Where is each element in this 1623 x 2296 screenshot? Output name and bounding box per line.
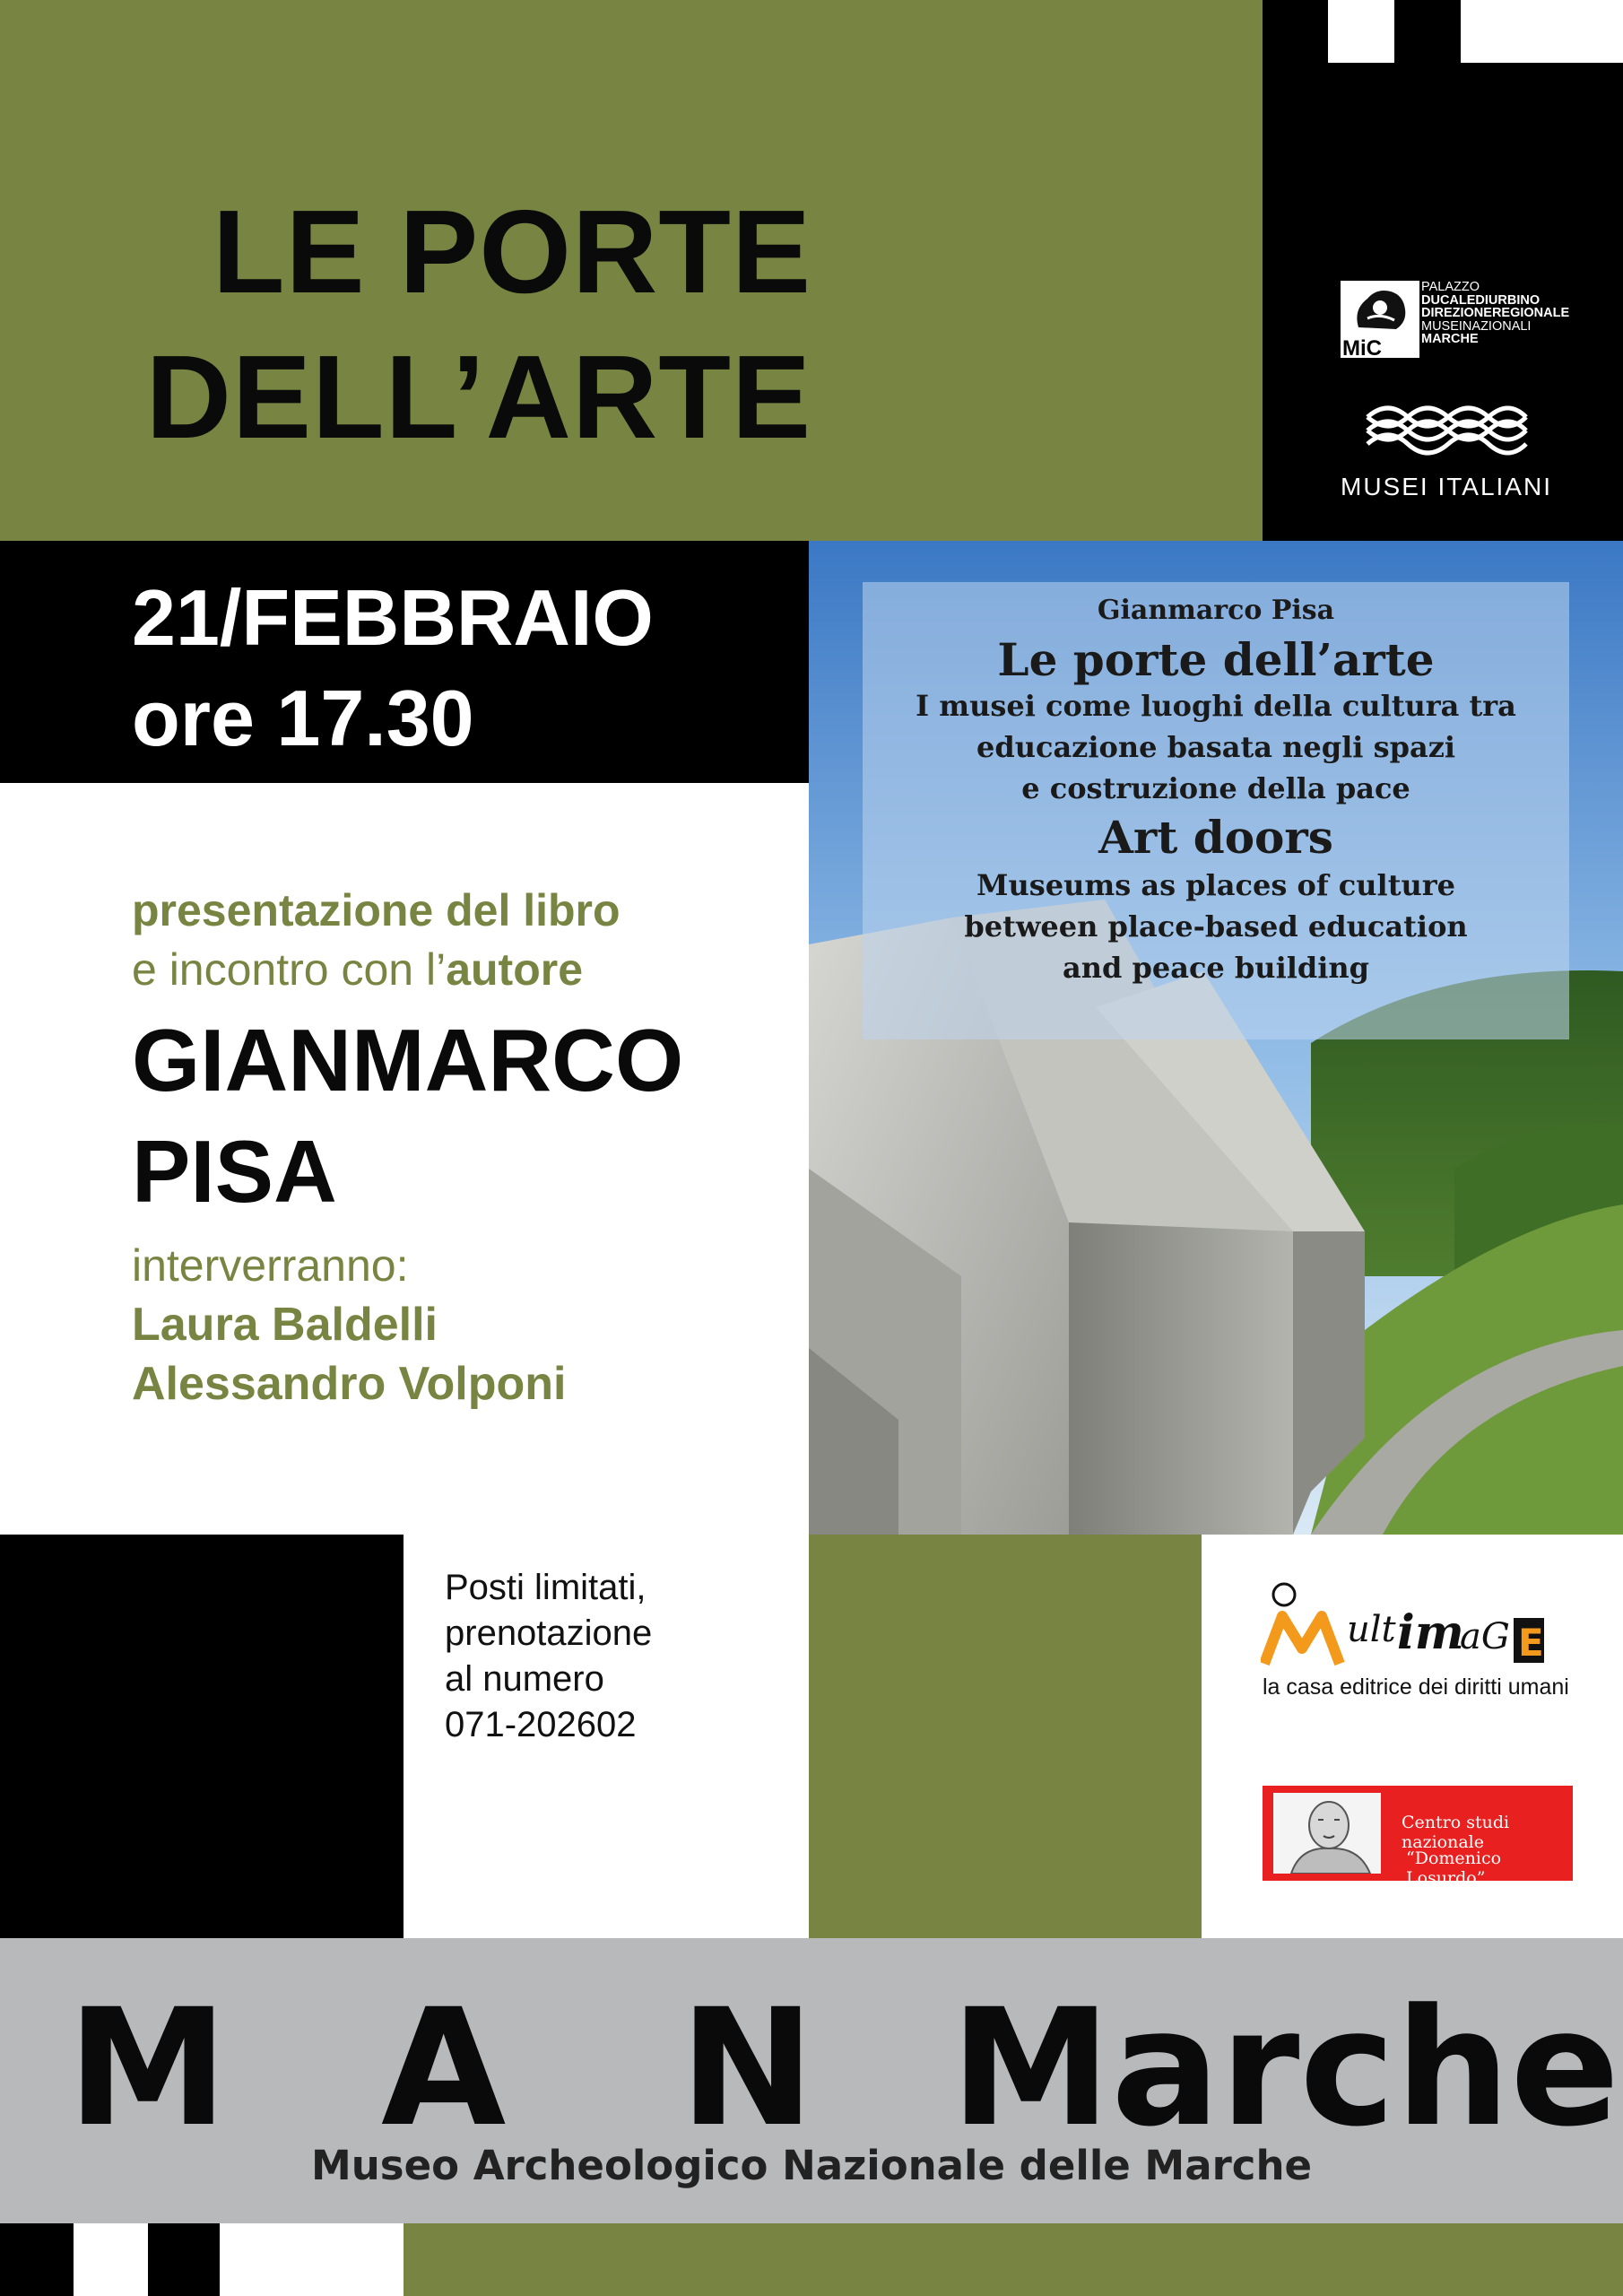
event-date bbox=[132, 568, 654, 769]
event-title bbox=[130, 179, 812, 470]
book-cover bbox=[809, 541, 1623, 1535]
middle-green-block bbox=[809, 1535, 1202, 1938]
book-subtitle-it-line: I musei come luoghi della cultura tra bbox=[916, 689, 1516, 723]
multimage-tagline: la casa editrice dei diritti umani bbox=[1263, 1674, 1569, 1700]
booking-line: al numero bbox=[445, 1659, 604, 1699]
musei-italiani-label: MUSEI ITALIANI bbox=[1341, 473, 1552, 500]
man-letter-n: N bbox=[680, 1975, 815, 2162]
svg-text:ult: ult bbox=[1347, 1609, 1396, 1650]
mic-label: MiC bbox=[1342, 336, 1382, 361]
losurdo-logo bbox=[1263, 1786, 1573, 1888]
presentation-line1: presentazione del libro bbox=[132, 885, 621, 935]
event-title-line2: DELL’ARTE bbox=[145, 331, 812, 463]
man-marche-word: Marche bbox=[950, 1975, 1620, 2162]
booking-phone: 071-202602 bbox=[445, 1705, 637, 1744]
presentation-line2-text: e incontro con l’ bbox=[132, 944, 447, 995]
book-subtitle-en-line: between place-based education bbox=[964, 909, 1468, 944]
event-date-day: 21/FEBBRAIO bbox=[132, 573, 654, 662]
speaker-name: Laura Baldelli bbox=[132, 1299, 438, 1351]
top-checker-white-2 bbox=[1461, 0, 1623, 63]
author-name bbox=[132, 1004, 683, 1227]
losurdo-line1: Centro studi nazionale bbox=[1402, 1813, 1510, 1852]
musei-italiani-icon bbox=[1363, 399, 1530, 462]
mic-emblem-icon bbox=[1341, 283, 1419, 336]
museum-full-name: Museo Archeologico Nazionale delle Marche bbox=[310, 2142, 1312, 2189]
book-author: Gianmarco Pisa bbox=[1097, 595, 1335, 626]
event-title-line1: LE PORTE bbox=[212, 186, 812, 317]
multimage-logo bbox=[1261, 1578, 1575, 1668]
book-subtitle-en-line: and peace building bbox=[1062, 951, 1370, 985]
booking-info bbox=[445, 1565, 652, 1748]
booking-line: Posti limitati, bbox=[445, 1568, 647, 1607]
book-cover-text bbox=[863, 582, 1569, 1039]
man-letter-m: M bbox=[67, 1975, 229, 2162]
footer-stripe-black-1 bbox=[0, 2223, 74, 2296]
speaker-name: Alessandro Volponi bbox=[132, 1358, 567, 1410]
svg-text:im: im bbox=[1397, 1605, 1464, 1660]
svg-text:E: E bbox=[1518, 1621, 1544, 1665]
footer-stripe-black-2 bbox=[148, 2223, 220, 2296]
booking-line: prenotazione bbox=[445, 1613, 653, 1653]
portrait-icon bbox=[1273, 1793, 1381, 1874]
book-title-it: Le porte dell’arte bbox=[997, 633, 1435, 686]
top-checker-white-1 bbox=[1328, 0, 1394, 63]
palazzo-line: PALAZZO bbox=[1421, 280, 1480, 294]
footer-stripe-white-2 bbox=[220, 2223, 404, 2296]
bottom-left-black-block bbox=[0, 1535, 404, 1938]
man-letter-a: A bbox=[381, 1975, 507, 2162]
palazzo-line: MUSEINAZIONALI bbox=[1421, 318, 1532, 334]
svg-text:aG: aG bbox=[1460, 1616, 1510, 1657]
losurdo-line2: “Domenico Losurdo” bbox=[1406, 1848, 1502, 1888]
author-first-name: GIANMARCO bbox=[132, 1011, 684, 1109]
book-title-en: Art doors bbox=[1098, 811, 1333, 864]
speakers-label: interverranno: bbox=[132, 1240, 409, 1291]
palazzo-line: MARCHE bbox=[1421, 332, 1479, 346]
event-date-time: ore 17.30 bbox=[132, 674, 474, 762]
book-subtitle-it-line: e costruzione della pace bbox=[1021, 771, 1410, 805]
presentation-line2 bbox=[132, 941, 583, 998]
presentation-line2-bold: autore bbox=[446, 944, 584, 995]
book-subtitle-it-line: educazione basata negli spazi bbox=[976, 730, 1456, 764]
palazzo-ducale-text bbox=[1421, 281, 1569, 346]
palazzo-line: DUCALEDIURBINO bbox=[1421, 292, 1541, 308]
palazzo-line: DIREZIONEREGIONALE bbox=[1421, 306, 1570, 320]
book-subtitle-en-line: Museums as places of culture bbox=[976, 868, 1455, 902]
author-last-name: PISA bbox=[132, 1122, 337, 1221]
footer-stripe-white-1 bbox=[74, 2223, 148, 2296]
footer-green-block bbox=[404, 2223, 1623, 2296]
